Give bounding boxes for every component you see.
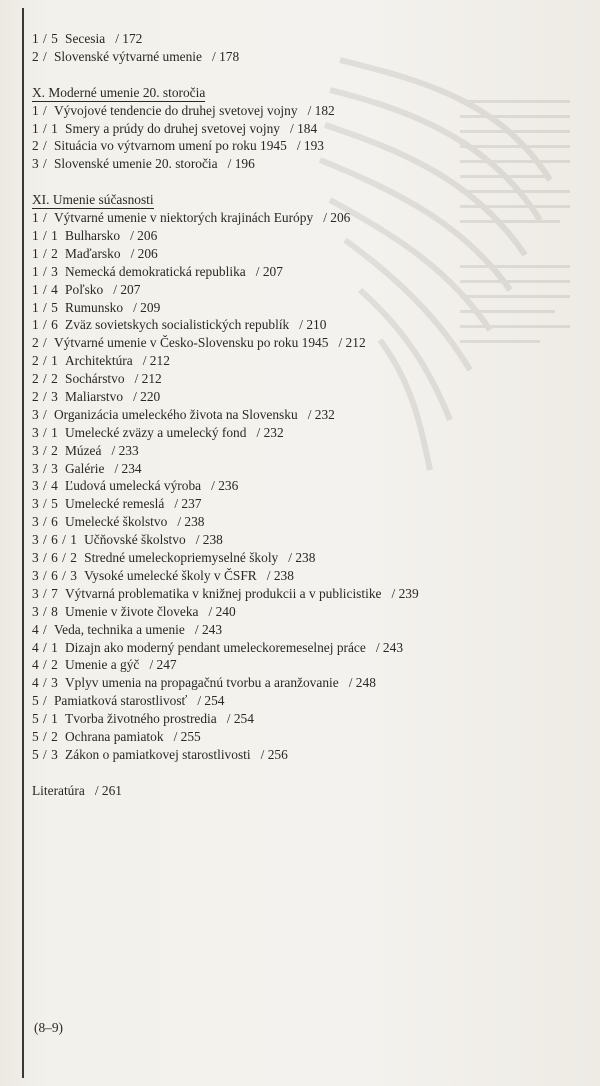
entry-title: Výtvarná problematika v knižnej produkcii a v publicistike — [65, 585, 382, 601]
entry-number: 1 / 4 — [32, 281, 59, 297]
continued-entries — [32, 30, 572, 66]
toc-entry — [32, 281, 572, 299]
toc-entry — [32, 316, 572, 334]
entry-number: 3 / 6 — [32, 514, 59, 530]
entry-title: Umenie v živote človeka — [65, 603, 199, 619]
entry-title: Veda, technika a umenie — [53, 621, 185, 637]
entry-page: / 255 — [173, 728, 201, 744]
toc-entry — [32, 102, 572, 120]
toc-entry — [32, 406, 572, 424]
entry-title: Vplyv umenia na propagačnú tvorbu a aranžovanie — [65, 675, 339, 691]
entry-title: Maďarsko — [65, 245, 121, 261]
entry-page: / 239 — [391, 585, 419, 601]
entry-title: Slovenské umenie 20. storočia — [53, 156, 218, 172]
entry-page: / 248 — [348, 675, 376, 691]
entry-page: / 236 — [211, 478, 239, 494]
toc-entry — [32, 674, 572, 692]
toc-entry — [32, 603, 572, 621]
entry-title: Pamiatková starostlivosť — [53, 693, 188, 709]
entry-page: / 209 — [133, 299, 161, 315]
toc-entry — [32, 30, 572, 48]
entry-number: 3 / 4 — [32, 478, 59, 494]
entry-number: 5 / 1 — [32, 711, 59, 727]
entry-page: / 206 — [130, 228, 158, 244]
entry-page: / 234 — [114, 460, 142, 476]
entry-number: 2 / 3 — [32, 389, 59, 405]
entry-number: 4 / — [32, 621, 48, 637]
entry-title: Múzeá — [65, 442, 102, 458]
entry-page: / 184 — [290, 120, 318, 136]
entry-title: Bulharsko — [65, 228, 121, 244]
margin-rule — [22, 8, 24, 1078]
entry-number: 2 / 1 — [32, 353, 59, 369]
entry-page: / 237 — [174, 496, 202, 512]
entry-page: / 196 — [227, 156, 255, 172]
toc-entry — [32, 585, 572, 603]
entry-number: 1 / 5 — [32, 299, 59, 315]
entry-title: Nemecká demokratická republika — [65, 263, 246, 279]
entry-number: 3 / 3 — [32, 460, 59, 476]
entry-number: 4 / 1 — [32, 639, 59, 655]
entry-number: 1 / 2 — [32, 245, 59, 261]
toc-entry — [32, 639, 572, 657]
entry-page: / 206 — [323, 210, 351, 226]
entry-number: 1 / 1 — [32, 120, 59, 136]
literature-label: Literatúra — [32, 782, 85, 798]
toc-entry — [32, 531, 572, 549]
entry-page: / 193 — [296, 138, 324, 154]
entry-number: 2 / — [32, 138, 48, 154]
entry-title: Výtvarné umenie v niektorých krajinách Európy — [53, 210, 314, 226]
entry-number: 5 / 2 — [32, 728, 59, 744]
toc-entry — [32, 656, 572, 674]
entry-number: 3 / 7 — [32, 585, 59, 601]
toc-entry — [32, 352, 572, 370]
entry-page: / 212 — [134, 371, 162, 387]
entry-number: 3 / 5 — [32, 496, 59, 512]
entry-page: / 207 — [113, 281, 141, 297]
toc-entry — [32, 621, 572, 639]
entry-title: Vysoké umelecké školy v ČSFR — [84, 567, 257, 583]
toc-entry — [32, 460, 572, 478]
entry-number: 1 / 1 — [32, 228, 59, 244]
entry-number: 3 / 2 — [32, 442, 59, 458]
entry-page: / 212 — [142, 353, 170, 369]
toc-entry — [32, 442, 572, 460]
entry-title: Vývojové tendencie do druhej svetovej vojny — [53, 102, 298, 118]
entry-number: 1 / 5 — [32, 31, 59, 46]
entry-title: Galérie — [65, 460, 105, 476]
entry-page: / 254 — [226, 711, 254, 727]
toc-entry — [32, 245, 572, 263]
entry-number: 3 / 6 / 3 — [32, 567, 78, 583]
entry-title: Zväz sovietskych socialistických republík — [65, 317, 290, 333]
toc-entry — [32, 227, 572, 245]
toc-entry — [32, 48, 572, 66]
entry-number: 3 / 8 — [32, 603, 59, 619]
entry-title: Tvorba životného prostredia — [65, 711, 217, 727]
toc-entry — [32, 299, 572, 317]
toc-entry — [32, 370, 572, 388]
entry-title: Ľudová umelecká výroba — [65, 478, 202, 494]
entry-page: / 210 — [299, 317, 327, 333]
entry-page: / 233 — [111, 442, 139, 458]
entry-page: / 238 — [177, 514, 205, 530]
entry-page: / 232 — [256, 424, 284, 440]
entry-page: / 232 — [307, 406, 335, 422]
entry-title: Výtvarné umenie v Česko-Slovensku po roku 1945 — [53, 335, 329, 351]
entry-number: 1 / — [32, 210, 48, 226]
entry-title: Ochrana pamiatok — [65, 728, 164, 744]
entry-number: 2 / — [32, 335, 48, 351]
entry-title: Organizácia umeleckého života na Slovensku — [53, 406, 298, 422]
entry-number: 3 / — [32, 156, 48, 172]
entry-page: / 254 — [197, 693, 225, 709]
page-folio: (8–9) — [34, 1020, 64, 1035]
toc-entry — [32, 746, 572, 764]
entry-page: / 172 — [115, 31, 143, 46]
section-x-entries — [32, 102, 572, 174]
entry-title: Smery a prúdy do druhej svetovej vojny — [65, 120, 280, 136]
entry-number: 2 / — [32, 48, 48, 64]
entry-title: Poľsko — [65, 281, 104, 297]
toc-entry — [32, 155, 572, 173]
toc-entry — [32, 209, 572, 227]
toc-entry — [32, 120, 572, 138]
entry-title: Secesia — [65, 31, 106, 46]
entry-title: Stredné umeleckopriemyselné školy — [84, 550, 279, 566]
entry-page: / 243 — [194, 621, 223, 637]
toc-entry — [32, 263, 572, 281]
entry-page: / 207 — [255, 263, 283, 279]
toc-entry — [32, 549, 572, 567]
entry-title: Umelecké školstvo — [65, 514, 168, 530]
toc-entry — [32, 710, 572, 728]
entry-title: Slovenské výtvarné umenie — [53, 48, 202, 64]
entry-title: Rumunsko — [65, 299, 124, 315]
entry-page: / 178 — [212, 48, 240, 64]
entry-title: Situácia vo výtvarnom umení po roku 1945 — [53, 138, 287, 154]
literature-page: / 261 — [94, 782, 122, 798]
entry-number: 3 / 1 — [32, 424, 59, 440]
entry-number: 1 / — [32, 102, 48, 118]
entry-page: / 220 — [133, 389, 161, 405]
entry-number: 5 / — [32, 693, 48, 709]
entry-number: 3 / 6 / 1 — [32, 532, 78, 548]
toc-entry — [32, 513, 572, 531]
entry-number: 4 / 2 — [32, 657, 59, 673]
toc-entry — [32, 334, 572, 352]
entry-number: 1 / 3 — [32, 263, 59, 279]
toc-entry — [32, 137, 572, 155]
entry-number: 5 / 3 — [32, 746, 59, 762]
entry-page: / 243 — [375, 639, 404, 655]
table-of-contents — [32, 30, 572, 800]
toc-entry — [32, 567, 572, 585]
section-xi-entries — [32, 209, 572, 764]
entry-page: / 238 — [288, 550, 316, 566]
section-heading-xi: XI. Umenie súčasnosti — [32, 192, 154, 208]
entry-page: / 247 — [149, 657, 177, 673]
entry-page: / 238 — [195, 532, 223, 548]
literature-entry — [32, 782, 572, 800]
entry-title: Zákon o pamiatkovej starostlivosti — [65, 746, 251, 762]
entry-title: Architektúra — [65, 353, 133, 369]
entry-page: / 212 — [338, 335, 366, 351]
entry-title: Umenie a gýč — [65, 657, 140, 673]
entry-title: Učňovské školstvo — [84, 532, 186, 548]
toc-entry — [32, 728, 572, 746]
entry-page: / 256 — [260, 746, 288, 762]
section-heading-x: X. Moderné umenie 20. storočia — [32, 84, 206, 100]
toc-entry — [32, 495, 572, 513]
entry-page: / 206 — [130, 245, 158, 261]
entry-title: Dizajn ako moderný pendant umeleckoremeselnej práce — [65, 639, 366, 655]
toc-entry — [32, 424, 572, 442]
entry-number: 1 / 6 — [32, 317, 59, 333]
entry-number: 3 / — [32, 406, 48, 422]
toc-entry — [32, 477, 572, 495]
entry-page: / 182 — [307, 102, 335, 118]
entry-page: / 238 — [266, 567, 294, 583]
entry-title: Sochárstvo — [65, 371, 125, 387]
entry-page: / 240 — [208, 603, 236, 619]
entry-title: Umelecké remeslá — [65, 496, 165, 512]
entry-number: 2 / 2 — [32, 371, 59, 387]
entry-number: 3 / 6 / 2 — [32, 550, 78, 566]
entry-title: Maliarstvo — [65, 389, 124, 405]
entry-title: Umelecké zväzy a umelecký fond — [65, 424, 247, 440]
entry-number: 4 / 3 — [32, 675, 59, 691]
toc-entry — [32, 388, 572, 406]
toc-entry — [32, 692, 572, 710]
